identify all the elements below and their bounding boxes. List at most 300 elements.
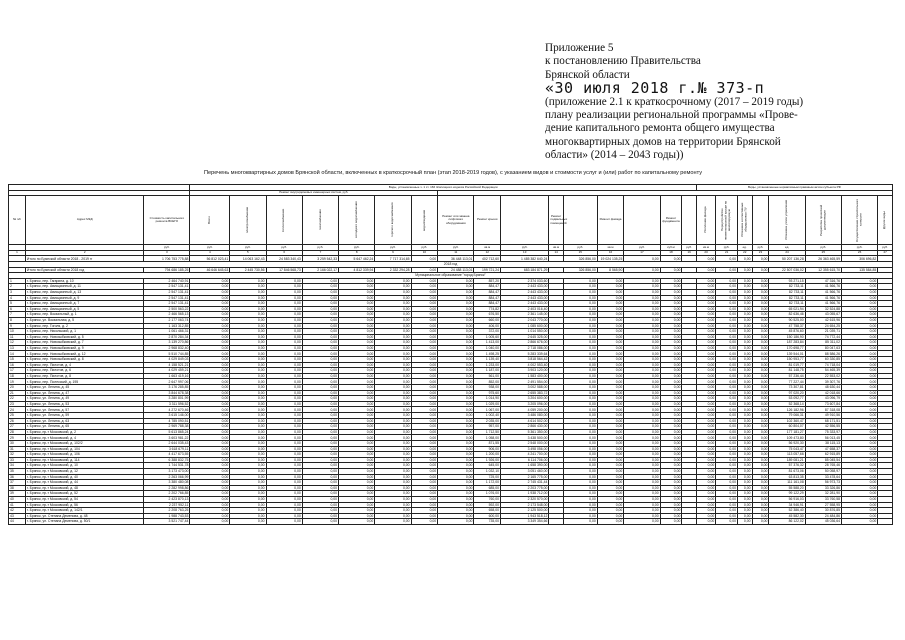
table-cell: 0,00 bbox=[563, 278, 597, 284]
table-cell: 0,00 bbox=[624, 362, 660, 368]
table-cell: 0,00 bbox=[302, 513, 338, 519]
table-cell: 0,00 bbox=[339, 452, 375, 458]
table-cell: 0,00 bbox=[716, 312, 738, 318]
table-cell: 0,00 bbox=[597, 301, 624, 307]
table-cell: 0,00 bbox=[624, 463, 660, 469]
table-cell: 0,00 bbox=[696, 295, 715, 301]
table-cell: 2 644 035,43 bbox=[144, 440, 190, 446]
column-header: Ремонт фундамента bbox=[660, 196, 682, 245]
table-cell: 0,00 bbox=[660, 413, 682, 419]
table-cell: 0,00 bbox=[738, 334, 753, 340]
table-cell: 0,00 bbox=[339, 351, 375, 357]
table-cell: 0,00 bbox=[411, 390, 438, 396]
table-cell: 0,00 bbox=[738, 256, 753, 262]
table-cell: 0,00 bbox=[716, 385, 738, 391]
table-cell: 660,00 bbox=[474, 317, 501, 323]
unit-cell: руб. bbox=[716, 245, 738, 251]
table-cell: 0,00 bbox=[230, 446, 266, 452]
table-cell: 0,00 bbox=[841, 390, 877, 396]
table-cell: 0,00 bbox=[624, 396, 660, 402]
table-cell: 0,00 bbox=[375, 496, 411, 502]
table-cell: 0,00 bbox=[190, 390, 230, 396]
table-cell: 0,00 bbox=[716, 284, 738, 290]
table-cell: 0,00 bbox=[266, 362, 302, 368]
table-cell: 0,00 bbox=[752, 329, 769, 335]
table-cell: 0,00 bbox=[230, 289, 266, 295]
column-number: 26 bbox=[841, 250, 877, 256]
table-cell: 2 043 770,00 bbox=[501, 317, 549, 323]
table-cell: 0,00 bbox=[302, 401, 338, 407]
table-cell: 0,00 bbox=[411, 435, 438, 441]
table-cell: 3 349 354,66 bbox=[501, 519, 549, 525]
table-cell: 0,00 bbox=[597, 368, 624, 374]
table-cell: 0,00 bbox=[597, 357, 624, 363]
table-cell: 45 036,64 bbox=[805, 519, 841, 525]
table-cell: 0,00 bbox=[375, 323, 411, 329]
column-header: Переустройство невентилируемой крыши на вентилируемую bbox=[716, 196, 738, 245]
table-cell: 0,00 bbox=[660, 468, 682, 474]
table-cell: 2 547 131,41 bbox=[144, 301, 190, 307]
table-cell: 0,00 bbox=[375, 284, 411, 290]
table-cell: 1 938 712,00 bbox=[501, 491, 549, 497]
column-header: Стоимость капитального ремонта ВСЕГО bbox=[144, 196, 190, 245]
table-cell: 81 019,77 bbox=[769, 362, 805, 368]
table-cell: 0,00 bbox=[375, 474, 411, 480]
table-cell: 0,00 bbox=[752, 502, 769, 508]
table-cell: 0,00 bbox=[660, 340, 682, 346]
table-cell: 0,00 bbox=[230, 418, 266, 424]
table-cell: 0,00 bbox=[339, 357, 375, 363]
table-cell: г. Брянск, пр-т Московский, д. 44 bbox=[25, 480, 144, 486]
table-cell: 47 316,76 bbox=[805, 278, 841, 284]
table-cell: 0,00 bbox=[563, 440, 597, 446]
table-cell: 0,00 bbox=[752, 513, 769, 519]
table-cell: 0,00 bbox=[624, 278, 660, 284]
table-cell: 0,00 bbox=[696, 413, 715, 419]
table-cell: 87 318,08 bbox=[805, 407, 841, 413]
table-cell: 0,00 bbox=[411, 446, 438, 452]
table-cell: 0,00 bbox=[266, 413, 302, 419]
table-cell: 0,00 bbox=[696, 345, 715, 351]
table-cell: 0,00 bbox=[563, 485, 597, 491]
table-cell: 0,00 bbox=[339, 396, 375, 402]
table-cell: 26 363 465,59 bbox=[805, 256, 841, 262]
table-cell: 0,00 bbox=[411, 340, 438, 346]
unit-cell: руб. bbox=[266, 245, 302, 251]
table-cell: 2 547 131,41 bbox=[144, 289, 190, 295]
table-cell: 0,00 bbox=[597, 390, 624, 396]
table-cell: г. Брянск, ул. Ленина, д. 49 bbox=[25, 396, 144, 402]
table-cell: 0,00 bbox=[190, 452, 230, 458]
table-cell: 0,00 bbox=[230, 301, 266, 307]
table-cell bbox=[549, 519, 564, 525]
table-cell: Итого по Брянской области 2018 - 2019 гг bbox=[25, 256, 144, 262]
table-cell: 957,00 bbox=[474, 424, 501, 430]
table-cell: 0,00 bbox=[597, 407, 624, 413]
table-cell: 0,00 bbox=[190, 340, 230, 346]
table-cell: 0,00 bbox=[716, 519, 738, 525]
table-cell: 0,00 bbox=[738, 323, 753, 329]
table-cell: 2 443 433,00 bbox=[501, 284, 549, 290]
table-cell: 0,00 bbox=[375, 519, 411, 525]
table-cell: 0,00 bbox=[752, 385, 769, 391]
table-cell: 0,00 bbox=[438, 351, 474, 357]
table-cell: 4 029 849,03 bbox=[144, 357, 190, 363]
table-cell: 4 241 700,00 bbox=[501, 452, 549, 458]
table-cell: 0,00 bbox=[752, 278, 769, 284]
table-cell: 676,50 bbox=[474, 312, 501, 318]
table-cell: 0,00 bbox=[411, 491, 438, 497]
table-cell: 52 368,14 bbox=[769, 401, 805, 407]
unit-cell: руб. bbox=[805, 245, 841, 251]
table-cell: 63 813,35 bbox=[769, 474, 805, 480]
table-cell: 0,00 bbox=[597, 385, 624, 391]
table-cell: 0,00 bbox=[597, 351, 624, 357]
table-cell: 38 bbox=[9, 485, 26, 491]
table-cell: 0,00 bbox=[190, 295, 230, 301]
table-cell: 774,82 bbox=[474, 306, 501, 312]
table-cell: 0,00 bbox=[375, 429, 411, 435]
table-cell: 0,00 bbox=[411, 480, 438, 486]
table-cell: 0,00 bbox=[266, 407, 302, 413]
table-cell: 0,00 bbox=[302, 362, 338, 368]
table-cell: 68 171,51 bbox=[805, 418, 841, 424]
table-cell: 0,00 bbox=[266, 385, 302, 391]
table-cell: 0,00 bbox=[696, 480, 715, 486]
table-cell: 199 721,24 bbox=[474, 267, 501, 273]
table-cell: 0,00 bbox=[190, 502, 230, 508]
table-cell: 0,00 bbox=[230, 474, 266, 480]
table-cell: 0,00 bbox=[190, 424, 230, 430]
table-cell: 4 158 521,21 bbox=[144, 362, 190, 368]
table-cell: 0,00 bbox=[339, 390, 375, 396]
table-cell: 0,00 bbox=[660, 513, 682, 519]
header-line: Брянской области bbox=[545, 68, 630, 81]
table-cell: 0,00 bbox=[624, 385, 660, 391]
table-cell: 41 566,76 bbox=[805, 295, 841, 301]
table-cell: 0,00 bbox=[660, 351, 682, 357]
table-cell: 2 332 294,28 bbox=[375, 267, 411, 273]
table-cell: 0,00 bbox=[230, 396, 266, 402]
table-cell: 0,00 bbox=[266, 334, 302, 340]
table-cell: 1 005,60 bbox=[474, 334, 501, 340]
column-header: Ремонт фасада bbox=[597, 196, 624, 245]
table-cell: 1 040,00 bbox=[474, 345, 501, 351]
table-cell: 0,00 bbox=[411, 312, 438, 318]
table-row bbox=[9, 519, 893, 525]
table-cell: 0,00 bbox=[302, 334, 338, 340]
table-cell: 0,00 bbox=[752, 485, 769, 491]
table-cell: 0,00 bbox=[266, 396, 302, 402]
table-cell: 7 bbox=[9, 312, 26, 318]
table-cell: г. Брянск, пр-т Московский, д. 56 bbox=[25, 502, 144, 508]
table-cell: 54 465,39 bbox=[805, 368, 841, 374]
table-cell: 0,00 bbox=[411, 502, 438, 508]
table-cell: 2 655 383,72 bbox=[501, 390, 549, 396]
table-cell: 0,00 bbox=[563, 362, 597, 368]
table-cell: 56 812 023,41 bbox=[190, 256, 230, 262]
table-cell: 0,00 bbox=[841, 496, 877, 502]
table-cell: 0,00 bbox=[563, 401, 597, 407]
table-cell: 0,00 bbox=[624, 485, 660, 491]
table-cell: 0,00 bbox=[597, 457, 624, 463]
table-cell: 0,00 bbox=[411, 424, 438, 430]
table-cell: 1 200,00 bbox=[474, 452, 501, 458]
table-cell: 0,00 bbox=[597, 463, 624, 469]
table-cell: 0,00 bbox=[266, 323, 302, 329]
table-cell: 2 bbox=[9, 284, 26, 290]
table-cell: 0,00 bbox=[339, 446, 375, 452]
table-cell: 24 488 113,01 bbox=[438, 267, 474, 273]
table-cell: 0,00 bbox=[624, 452, 660, 458]
table-cell: 1 061 466,31 bbox=[144, 329, 190, 335]
table-cell: 0,00 bbox=[841, 435, 877, 441]
table-cell: 306 696,82 bbox=[841, 256, 877, 262]
table-cell: 1 067,00 bbox=[474, 407, 501, 413]
table-cell: 0,00 bbox=[624, 340, 660, 346]
table-cell: 0,00 bbox=[266, 424, 302, 430]
table-cell: 0,00 bbox=[375, 329, 411, 335]
table-cell: 0,00 bbox=[438, 446, 474, 452]
table-cell: 0,00 bbox=[841, 519, 877, 525]
table-cell: 0,00 bbox=[375, 491, 411, 497]
table-cell: 0,00 bbox=[302, 502, 338, 508]
table-cell: 0,00 bbox=[230, 306, 266, 312]
table-cell: 0,00 bbox=[716, 468, 738, 474]
table-cell: 0,00 bbox=[660, 329, 682, 335]
table-cell: г. Брянск, пр-т Московский, д. 104 bbox=[25, 446, 144, 452]
table-cell: 85 311,02 bbox=[805, 340, 841, 346]
table-cell: 0,00 bbox=[660, 312, 682, 318]
table-cell: 32 bbox=[9, 452, 26, 458]
column-number: 13 bbox=[501, 250, 549, 256]
table-cell: 0,00 bbox=[375, 407, 411, 413]
table-cell: г. Брянск, пер. Никольский, д. 1 bbox=[25, 329, 144, 335]
table-cell: 0,00 bbox=[752, 463, 769, 469]
table-cell: 0,00 bbox=[190, 329, 230, 335]
table-cell: 13 bbox=[9, 345, 26, 351]
appendix-table-sheet bbox=[8, 158, 898, 606]
table-cell: 18 bbox=[9, 373, 26, 379]
table-cell: 8 565,90 bbox=[597, 267, 624, 273]
table-cell: 0,00 bbox=[411, 345, 438, 351]
table-cell: 126 182,96 bbox=[769, 407, 805, 413]
table-cell: 0,00 bbox=[411, 485, 438, 491]
table-cell: 0,00 bbox=[266, 401, 302, 407]
table-cell: г. Брянск, пр-т Московский, д. 2 bbox=[25, 429, 144, 435]
table-cell: 0,00 bbox=[696, 519, 715, 525]
table-cell: 0,00 bbox=[696, 317, 715, 323]
table-cell: 0,00 bbox=[660, 502, 682, 508]
table-cell: 3 521 747,44 bbox=[144, 519, 190, 525]
table-cell: 0,00 bbox=[597, 452, 624, 458]
table-cell: 0,00 bbox=[375, 480, 411, 486]
table-cell: 0,00 bbox=[738, 390, 753, 396]
table-cell: 0,00 bbox=[411, 396, 438, 402]
table-cell: 29 bbox=[9, 435, 26, 441]
table-cell: 0,00 bbox=[841, 284, 877, 290]
table-cell: 0,00 bbox=[716, 513, 738, 519]
table-cell: 42 615,96 bbox=[805, 317, 841, 323]
table-cell: 3 002 588,00 bbox=[501, 385, 549, 391]
table-cell: 0,00 bbox=[738, 362, 753, 368]
table-cell: 0,00 bbox=[563, 323, 597, 329]
table-cell: 884,47 bbox=[474, 301, 501, 307]
table-cell: 0,00 bbox=[752, 452, 769, 458]
table-cell: 0,00 bbox=[624, 284, 660, 290]
table-cell: 0,00 bbox=[660, 357, 682, 363]
table-cell: 0,00 bbox=[563, 413, 597, 419]
table-cell: 35 bbox=[9, 468, 26, 474]
table-cell: 0,00 bbox=[660, 424, 682, 430]
year-label: 2018 год bbox=[9, 261, 893, 267]
table-cell: 0,00 bbox=[563, 340, 597, 346]
table-cell: 0,00 bbox=[738, 379, 753, 385]
table-cell: г. Брянск, пр-т Московский, д. 114 bbox=[25, 457, 144, 463]
table-cell: 0,00 bbox=[563, 312, 597, 318]
table-cell: 0,00 bbox=[302, 396, 338, 402]
table-cell: 2 125 500,00 bbox=[501, 508, 549, 514]
table-cell: 0,00 bbox=[660, 345, 682, 351]
table-cell: 0,00 bbox=[190, 345, 230, 351]
table-cell: 0,00 bbox=[624, 496, 660, 502]
table-cell: 0,00 bbox=[339, 513, 375, 519]
table-cell: 0,00 bbox=[563, 496, 597, 502]
table-cell: г. Брянск, ул. Ленина, д. 59 bbox=[25, 413, 144, 419]
table-cell: 0,00 bbox=[563, 418, 597, 424]
column-number: 23 bbox=[752, 250, 769, 256]
table-cell: 0,00 bbox=[339, 340, 375, 346]
table-cell: 0,00 bbox=[411, 513, 438, 519]
table-cell: 57 236,44 bbox=[769, 373, 805, 379]
table-cell: 0,00 bbox=[339, 312, 375, 318]
table-cell: 21 bbox=[9, 390, 26, 396]
table-cell: 36 bbox=[9, 474, 26, 480]
table-cell: 0,00 bbox=[696, 513, 715, 519]
table-cell: 725,00 bbox=[474, 474, 501, 480]
table-cell: 0,00 bbox=[375, 351, 411, 357]
header-group-right: Виды, установленные нормативным правовым актом субъекта РФ bbox=[696, 185, 892, 191]
table-cell: 0,00 bbox=[624, 295, 660, 301]
table-cell: 0,00 bbox=[438, 295, 474, 301]
table-cell: 11 bbox=[9, 334, 26, 340]
table-cell: 0,00 bbox=[339, 440, 375, 446]
table-cell: 0,00 bbox=[716, 323, 738, 329]
table-cell: 592,00 bbox=[474, 502, 501, 508]
table-cell: 0,00 bbox=[738, 435, 753, 441]
table-cell: 0,00 bbox=[302, 457, 338, 463]
table-cell: 0,00 bbox=[696, 334, 715, 340]
table-cell: 0,00 bbox=[841, 424, 877, 430]
table-cell: 0,00 bbox=[563, 474, 597, 480]
table-cell: 0,00 bbox=[563, 373, 597, 379]
table-cell: 0,00 bbox=[752, 435, 769, 441]
table-cell: 0,00 bbox=[738, 491, 753, 497]
unit-cell: руб. bbox=[230, 245, 266, 251]
header-line: (приложение 2.1 к краткосрочному (2017 – 2019 годы) bbox=[545, 95, 804, 108]
table-cell: 2 500 563,22 bbox=[144, 306, 190, 312]
table-cell: 0,00 bbox=[339, 480, 375, 486]
table-cell: 0,00 bbox=[438, 418, 474, 424]
table-cell: 760,00 bbox=[474, 496, 501, 502]
column-number: 18 bbox=[660, 250, 682, 256]
column-number: 24 bbox=[769, 250, 805, 256]
table-cell: 3 173 473,00 bbox=[144, 468, 190, 474]
column-header bbox=[624, 196, 660, 245]
table-cell: 2 361 145,00 bbox=[501, 312, 549, 318]
column-header: горячего водоснабжения bbox=[375, 196, 411, 245]
table-cell: 0,00 bbox=[752, 401, 769, 407]
table-cell: 0,00 bbox=[230, 390, 266, 396]
table-cell: 0,00 bbox=[411, 496, 438, 502]
table-cell: 0,00 bbox=[339, 496, 375, 502]
table-cell: 0,00 bbox=[841, 502, 877, 508]
table-cell: г. Брянск, пр-т Московский, д. 102/2 bbox=[25, 440, 144, 446]
table-cell: 0,00 bbox=[339, 289, 375, 295]
table-cell: 2 969 788,38 bbox=[144, 424, 190, 430]
table-cell: 0,00 bbox=[438, 457, 474, 463]
table-cell: 600,00 bbox=[474, 513, 501, 519]
table-cell: 1 413,00 bbox=[474, 340, 501, 346]
table-cell: 2 547 131,41 bbox=[144, 284, 190, 290]
table-title: Перечень многоквартирных домов Брянской области, включенных в краткосрочный план (этап 2018-2019 годов), с указанием видов и стоимости услуг и (или) работ по капитальному ремонту bbox=[204, 170, 702, 176]
column-header bbox=[752, 196, 769, 245]
table-cell: 2 866 676,00 bbox=[501, 340, 549, 346]
table-cell: 0,00 bbox=[660, 396, 682, 402]
table-cell: 0,00 bbox=[841, 340, 877, 346]
table-cell: 1 032,10 bbox=[474, 468, 501, 474]
table-cell: 0,00 bbox=[716, 435, 738, 441]
table-cell: 65 021,94 bbox=[769, 306, 805, 312]
table-cell: 3 259 542,33 bbox=[302, 256, 338, 262]
table-cell: 0,00 bbox=[841, 440, 877, 446]
unit-cell: кв.м bbox=[549, 245, 564, 251]
table-cell: 0,00 bbox=[411, 474, 438, 480]
table-cell: 74 718,04 bbox=[805, 362, 841, 368]
table-cell: 794 686 185,25 bbox=[144, 267, 190, 273]
column-number: 6 bbox=[266, 250, 302, 256]
table-cell: 0,00 bbox=[266, 452, 302, 458]
table-cell: 0,00 bbox=[696, 373, 715, 379]
table-cell: 0,00 bbox=[266, 368, 302, 374]
table-cell: 0,00 bbox=[563, 334, 597, 340]
table-cell: 0,00 bbox=[302, 317, 338, 323]
table-cell: 0,00 bbox=[841, 295, 877, 301]
table-cell: 0,00 bbox=[738, 373, 753, 379]
table-cell: 975,60 bbox=[474, 390, 501, 396]
table-cell: 0,00 bbox=[696, 390, 715, 396]
table-cell: г. Брянск, пр-т Московский, д. 4 bbox=[25, 435, 144, 441]
table-cell: 0,00 bbox=[266, 491, 302, 497]
table-cell: 0,00 bbox=[841, 463, 877, 469]
table-cell: 0,00 bbox=[302, 373, 338, 379]
table-cell: 1 014,90 bbox=[474, 396, 501, 402]
table-cell: г. Брянск, пер. Новозыбковский, д. 12 bbox=[25, 351, 144, 357]
table-cell: 39 307,76 bbox=[805, 379, 841, 385]
table-cell: 0,00 bbox=[841, 413, 877, 419]
table-cell: 0,00 bbox=[563, 317, 597, 323]
table-cell: 56 920,30 bbox=[769, 440, 805, 446]
table-cell: 0,00 bbox=[716, 267, 738, 273]
table-cell: 60 804,07 bbox=[769, 424, 805, 430]
table-cell: 0,00 bbox=[230, 440, 266, 446]
table-cell: 0,00 bbox=[339, 407, 375, 413]
table-cell: 0,00 bbox=[438, 413, 474, 419]
table-cell: 0,00 bbox=[375, 463, 411, 469]
table-cell: 150 953,77 bbox=[769, 357, 805, 363]
table-cell: 658,00 bbox=[474, 508, 501, 514]
table-cell: 0,00 bbox=[190, 480, 230, 486]
